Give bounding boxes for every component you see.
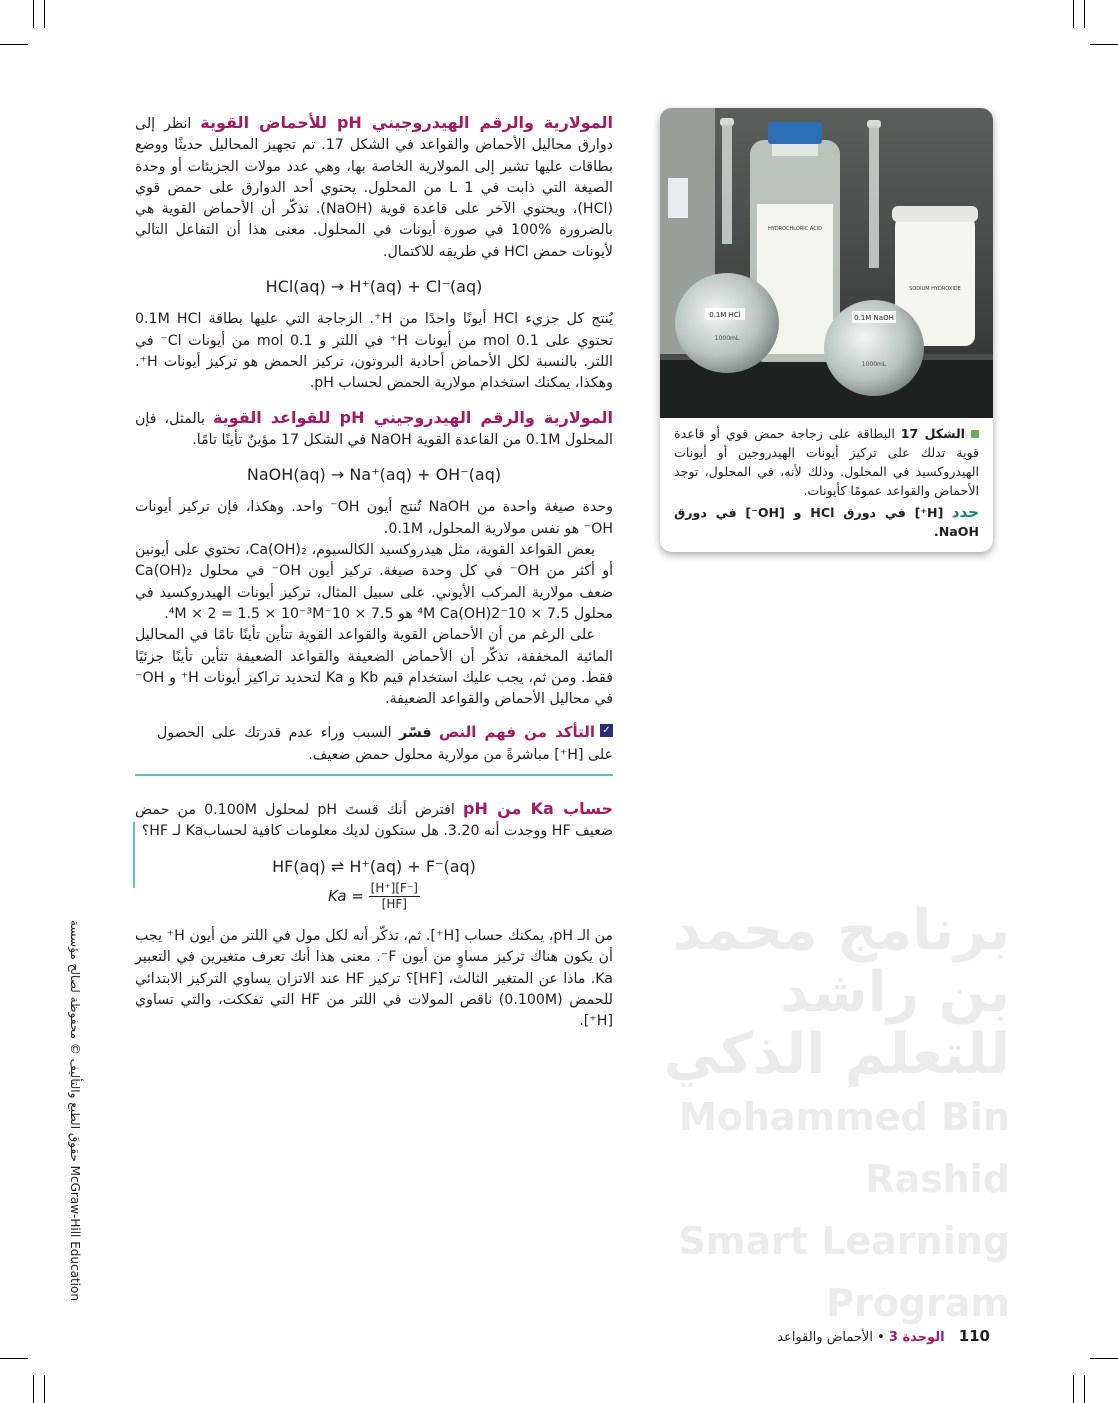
crop-mark <box>33 0 34 28</box>
reading-check-text: السبب وراء عدم قدرتك على الحصول على [H⁺] مباشرةً من مولارية محلول حمض ضعيف. <box>157 725 613 763</box>
identify-label: حدد <box>951 503 979 521</box>
watermark-line: برنامج محمد بن راشد <box>672 898 1010 1025</box>
section1-para2: يُنتج كل جزيء HCl أيونًا واحدًا من H⁺. الزجاجة التي عليها بطاقة 0.1M HCl تحتوي على 0.1 mol من أيونات H⁺ في اللتر و 0.1 mol من أيونات Cl⁻ في اللتر. بالنسبة لكل الأحماض أحادية البروتون، تركيز الحمض هو تركيز أيونات H⁺. وهكذا، يمكنك استخدام مولارية الحمض لحساب pH. <box>135 311 614 392</box>
section3-para2: من الـ pH، يمكنك حساب [H⁺]. ثم، تذكّر أنه لكل مول في اللتر من أيون H⁺ يجب أن يكون هناك تركيز مساوٍ من أيون F⁻. معنى هذا أنك تعرف متغيرين في التعبير Ka. ماذا عن المتغير الثالث، [HF]؟ تركيز HF عند الاتزان يساوي التركيز الابتدائي للحمض (0.100M) ناقص المولات في اللتر من HF التي تفككت، والتي تساوي [H⁺]. <box>135 927 613 1030</box>
ka-expression <box>135 881 613 912</box>
section2-text: بالمثل، فإن المحلول 0.1M من القاعدة القوية NaOH في الشكل 17 مؤينٌ تأينًا تامًا. <box>135 410 613 448</box>
page-footer <box>777 1327 990 1345</box>
main-text-column <box>135 112 613 1032</box>
watermark <box>650 900 1010 1334</box>
crop-mark <box>1084 1375 1085 1403</box>
crop-mark <box>0 44 28 45</box>
watermark-line: Smart Learning Program <box>678 1219 1010 1325</box>
ka-numerator: [H⁺][F⁻] <box>370 880 418 895</box>
watermark-line: للتعلم الذكي <box>663 1022 1010 1087</box>
crop-mark <box>33 1375 34 1403</box>
crop-mark <box>44 0 45 28</box>
naoh-equation: NaOH(aq) → Na⁺(aq) + OH⁻(aq) <box>246 465 502 485</box>
hcl-flask-volume: 1000mL <box>714 335 740 342</box>
page-number: 110 <box>958 1327 990 1345</box>
naoh-flask-label: 0.1M NaOH <box>854 314 894 322</box>
reading-check-verb: فسّر <box>399 725 432 742</box>
section2-para4: على الرغم من أن الأحماض القوية والقواعد القوية تتأين تأينًا تامًا في المحاليل المائية المخففة، تذكّر أن الأحماض الضعيفة والقواعد الضعيفة تتأين تأينًا جزئيًا فقط. ومن ثم، يجب عليك استخدام قيم Kb و Ka لتحديد تراكيز أيونات H⁺ و OH⁻ في محاليل الأحماض والقواعد الضعيفة. <box>135 627 613 708</box>
reading-check-accent <box>133 822 135 888</box>
caption-bullet-icon <box>971 430 979 438</box>
figure-caption <box>674 424 979 541</box>
naoh-flask-volume: 1000mL <box>861 361 887 368</box>
section2-para2: وحدة صيغة واحدة من NaOH تُنتج أيون OH⁻ واحد. وهكذا، فإن تركيز أيونات OH⁻ هو نفس مولارية المحلول، 0.1M. <box>135 499 613 537</box>
crop-mark <box>0 1358 28 1359</box>
section2-para3: بعض القواعد القوية، مثل هيدروكسيد الكالسيوم، Ca(OH)₂، تحتوي على أيونين أو أكثر من OH⁻ في كل وحدة صيغة. تركيز أيون OH⁻ في محلول Ca(OH)₂ ضعف مولارية المركب الأيوني. على سبيل المثال، تركيز أيونات الهيدروكسيد في محلول 7.5 × 10⁻⁴M Ca(OH)2 هو 7.5 × 10⁻⁴M × 2 = 1.5 × 10⁻³M. <box>135 542 614 622</box>
watermark-line: Mohammed Bin Rashid <box>678 1095 1010 1201</box>
section1-text: انظر إلى دوارق محاليل الأحماض والقواعد في الشكل 17. تم تجهيز المحاليل حديثًا ووضع بطاقات عليها تشير إلى المولارية الخاصة بها، وهي عدد مولات الجزيئات أو وحدة الصيغة التي ذابت في 1 L من المحلول. يحتوي أحد الدوارق على حمض قوي (HCl)، ويحتوي الآخر على قاعدة قوية (NaOH). تذكّر أن الأحماض القوية هي بالضرورة %100 في صورة أيونات في المحلول. معنى هذا أن التفاعل التالي لأيونات حمض HCl في طريقه للاكتمال. <box>135 116 613 260</box>
chapter-title: الأحماض والقواعد <box>777 1330 873 1345</box>
hf-equation: HF(aq) ⇌ H⁺(aq) + F⁻(aq) <box>272 856 476 876</box>
section2-heading: المولارية والرقم الهيدروجيني pH للقواعد القوية <box>212 407 613 427</box>
hcl-flask-label: 0.1M HCl <box>709 311 741 319</box>
naoh-bottle-label: SODIUM HYDROXIDE <box>909 286 961 292</box>
checkmark-icon: ✓ <box>600 724 613 737</box>
reading-check-title: التأكد من فهم النص <box>439 723 596 742</box>
footer-bullet: • <box>877 1330 885 1345</box>
figure-17 <box>660 108 993 552</box>
reading-check <box>135 720 613 776</box>
crop-mark <box>1090 1358 1118 1359</box>
caption-label: الشكل 17 <box>900 426 965 441</box>
section3-heading: حساب Ka من pH <box>463 799 614 819</box>
section1-heading: المولارية والرقم الهيدروجيني pH للأحماض القوية <box>200 113 613 132</box>
crop-mark <box>1073 0 1074 28</box>
hcl-bottle-label: HYDROCHLORIC ACID <box>767 226 823 232</box>
copyright-side-text: حقوق الطبع والتأليف © محفوظة لصالح مؤسسة McGraw-Hill Education <box>68 920 82 1301</box>
caption-text: البطاقة على زجاجة حمض قوي أو قاعدة قوية تدلك على تركيز أيونات الهيدروجين أو أيونات الهيدروكسيد في المحلول. وذلك لأنه، في المحلول، توجد الأحماض والقواعد عمومًا كأيونات. <box>674 426 979 498</box>
ka-lhs: Ka = <box>328 886 364 905</box>
hcl-equation: HCl(aq) → H⁺(aq) + Cl⁻(aq) <box>265 277 483 297</box>
unit-label: الوحدة 3 <box>888 1330 945 1345</box>
identify-text: [H⁺] في دورق HCl و [OH⁻] في دورق NaOH. <box>674 505 979 539</box>
crop-mark <box>44 1375 45 1403</box>
section1-para1 <box>135 112 613 263</box>
section2-para1 <box>135 407 613 452</box>
crop-mark <box>1073 1375 1074 1403</box>
section3-para1 <box>135 798 613 843</box>
ka-denominator: [HF] <box>381 896 407 911</box>
section3-text: افترض أنك قستَ pH لمحلول 0.100M من حمض ضعيف HF ووجدت أنه 3.20. هل ستكون لديك معلومات كافية لحسابKa لـ HF؟ <box>135 802 613 840</box>
crop-mark <box>1084 0 1085 28</box>
crop-mark <box>1090 44 1118 45</box>
flasks-photo <box>660 108 993 418</box>
